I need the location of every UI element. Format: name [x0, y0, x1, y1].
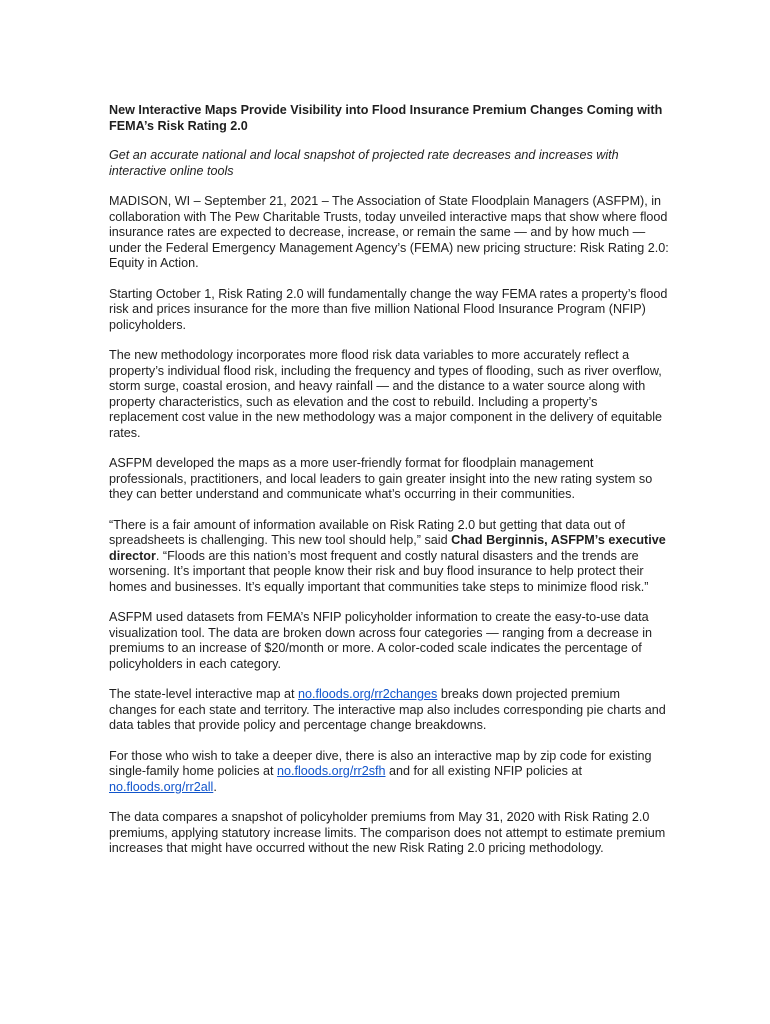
press-release-title: New Interactive Maps Provide Visibility into Flood Insurance Premium Changes Coming with FEMA’s Risk Rating 2.0 [109, 103, 663, 133]
quote-text-start: “There is a fair amount of information available on Risk Rating 2.0 but getting that data out of spreadsheets is challenging. This new tool should help,” said [109, 517, 625, 547]
paragraph-1: MADISON, WI – September 21, 2021 – The Association of State Floodplain Managers (ASFPM), in collaboration with The Pew Charitable Trusts, today unveiled interactive maps that show where flood insurance rates are expected to decrease, increase, or remain the same — and by how much — under the Federal Emergency Management Agency’s (FEMA) new pricing structure: Risk Rating 2.0: Equity in Action. [109, 194, 669, 270]
paragraph-8-text-middle: and for all existing NFIP policies at [385, 764, 582, 778]
paragraph-8 [109, 749, 670, 796]
paragraph-6: ASFPM used datasets from FEMA’s NFIP policyholder information to create the easy-to-use data visualization tool. The data are broken down across four categories — ranging from a decrease in premiums to an increase of $20/month or more. A color-coded scale indicates the percentage of policyholders in each category. [109, 610, 652, 671]
paragraph-7 [109, 687, 670, 734]
paragraph-3: The new methodology incorporates more flood risk data variables to more accurately reflect a property’s individual flood risk, including the frequency and types of flooding, such as river overflow, storm surge, coastal erosion, and heavy rainfall — and the distance to a water source along with property characteristics, such as elevation and the cost to rebuild. Including a property’s replacement cost value in the new methodology was a major component in the delivery of equitable rates. [109, 348, 663, 440]
paragraph-7-text-start: The state-level interactive map at [109, 687, 298, 701]
state-map-link[interactable]: no.floods.org/rr2changes [298, 687, 438, 701]
paragraph-9: The data compares a snapshot of policyholder premiums from May 31, 2020 with Risk Rating 2.0 premiums, applying statutory increase limits. The comparison does not attempt to estimate premium increases that might have occurred without the new Risk Rating 2.0 pricing methodology. [109, 810, 666, 855]
all-policies-map-link[interactable]: no.floods.org/rr2all [109, 779, 214, 794]
press-release-subtitle: Get an accurate national and local snapshot of projected rate decreases and increases with interactive online tools [109, 148, 619, 178]
quote-attribution: Chad Berginnis, ASFPM’s executive director [109, 533, 666, 563]
paragraph-2: Starting October 1, Risk Rating 2.0 will fundamentally change the way FEMA rates a property’s flood risk and prices insurance for the more than five million National Flood Insurance Program (NFIP) policyholders. [109, 286, 668, 332]
paragraph-8-text-end: . [213, 779, 217, 794]
sfh-map-link[interactable]: no.floods.org/rr2sfh [277, 764, 386, 778]
paragraph-8-text-start: For those who wish to take a deeper dive, there is also an interactive map by zip code for existing single-family home policies at [109, 748, 652, 778]
paragraph-7-text-end: breaks down projected premium changes for each state and territory. The interactive map also includes corresponding pie charts and data tables that provide policy and percentage change breakdowns. [109, 687, 666, 732]
paragraph-4: ASFPM developed the maps as a more user-friendly format for floodplain management professionals, practitioners, and local leaders to gain greater insight into the new rating system so they can better understand and communicate what’s occurring in their communities. [109, 456, 653, 501]
paragraph-5-quote [109, 518, 670, 596]
quote-text-end: . “Floods are this nation’s most frequent and costly natural disasters and the trends are worsening. It’s important that people know their risk and buy flood insurance to help protect their homes and businesses. It’s equally important that communities take steps to minimize flood risk.” [109, 548, 649, 594]
